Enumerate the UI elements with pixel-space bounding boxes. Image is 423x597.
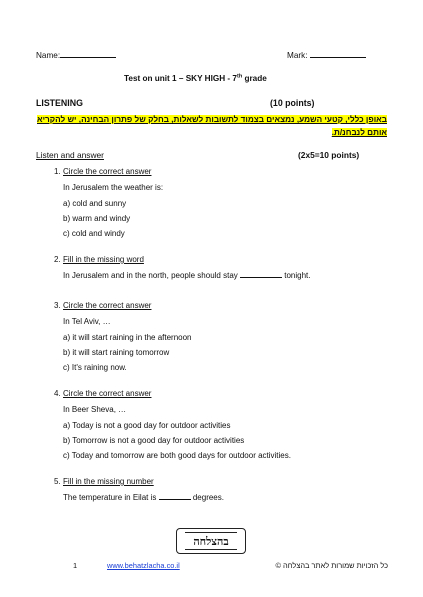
behatzlacha-logo: בהצלחה [176, 528, 246, 554]
answer-option-c[interactable]: c) It's raining now. [63, 363, 127, 372]
question-prompt: In Tel Aviv, … [63, 317, 111, 326]
mark-field [287, 51, 366, 61]
mark-label: Mark: [287, 51, 308, 60]
site-link-text[interactable]: www.behatzlacha.co.il [107, 561, 180, 570]
answer-option-c[interactable]: c) cold and windy [63, 229, 125, 238]
answer-option-a[interactable]: a) cold and sunny [63, 199, 127, 208]
question-prompt: In Jerusalem the weather is: [63, 183, 164, 192]
name-label: Name: [36, 51, 61, 60]
question-prompt: In Jerusalem and in the north, people should stay tonight. [63, 271, 311, 280]
question-prompt: The temperature in Eilat is degrees. [63, 493, 224, 502]
hebrew-note-line1: באופן כללי, קטעי השמע, נמצאים בצמוד לתשובות לשאלות, בחלק של פתרון הבחינה, יש להקריא [37, 115, 387, 124]
section-heading: LISTENING [36, 98, 83, 108]
name-field [36, 51, 116, 61]
listen-subheading: Listen and answer [36, 150, 104, 160]
page-number: 1 [73, 561, 78, 570]
answer-option-b[interactable]: b) warm and windy [63, 214, 131, 223]
question-instruction: Fill in the missing number [63, 477, 154, 486]
listen-subpoints: (2x5=10 points) [298, 150, 360, 160]
answer-option-b[interactable]: b) it will start raining tomorrow [63, 348, 170, 357]
copyright-note: כל הזכויות שמורות לאתר בהצלחה © [275, 561, 388, 570]
question-instruction: Circle the correct answer [63, 167, 152, 176]
question-instruction: Circle the correct answer [63, 301, 152, 310]
site-link[interactable] [107, 561, 180, 571]
hebrew-note-line2: אותם לנבחנ/ת. [331, 128, 387, 137]
question-instruction: Circle the correct answer [63, 389, 152, 398]
question-prompt: In Beer Sheva, … [63, 405, 127, 414]
answer-option-b[interactable]: b) Tomorrow is not a good day for outdoor activities [63, 436, 245, 445]
question-instruction: Fill in the missing word [63, 255, 144, 264]
test-title: Test on unit 1 – SKY HIGH - 7th grade [124, 73, 267, 83]
answer-option-a[interactable]: a) Today is not a good day for outdoor activities [63, 421, 231, 430]
section-points: (10 points) [270, 98, 315, 108]
answer-option-c[interactable]: c) Today and tomorrow are both good days for outdoor activities. [63, 451, 291, 460]
missing-number-blank[interactable] [159, 499, 191, 500]
answer-option-a[interactable]: a) it will start raining in the afternoon [63, 333, 192, 342]
name-blank[interactable] [60, 57, 116, 58]
mark-blank[interactable] [310, 57, 366, 58]
missing-word-blank[interactable] [240, 277, 282, 278]
